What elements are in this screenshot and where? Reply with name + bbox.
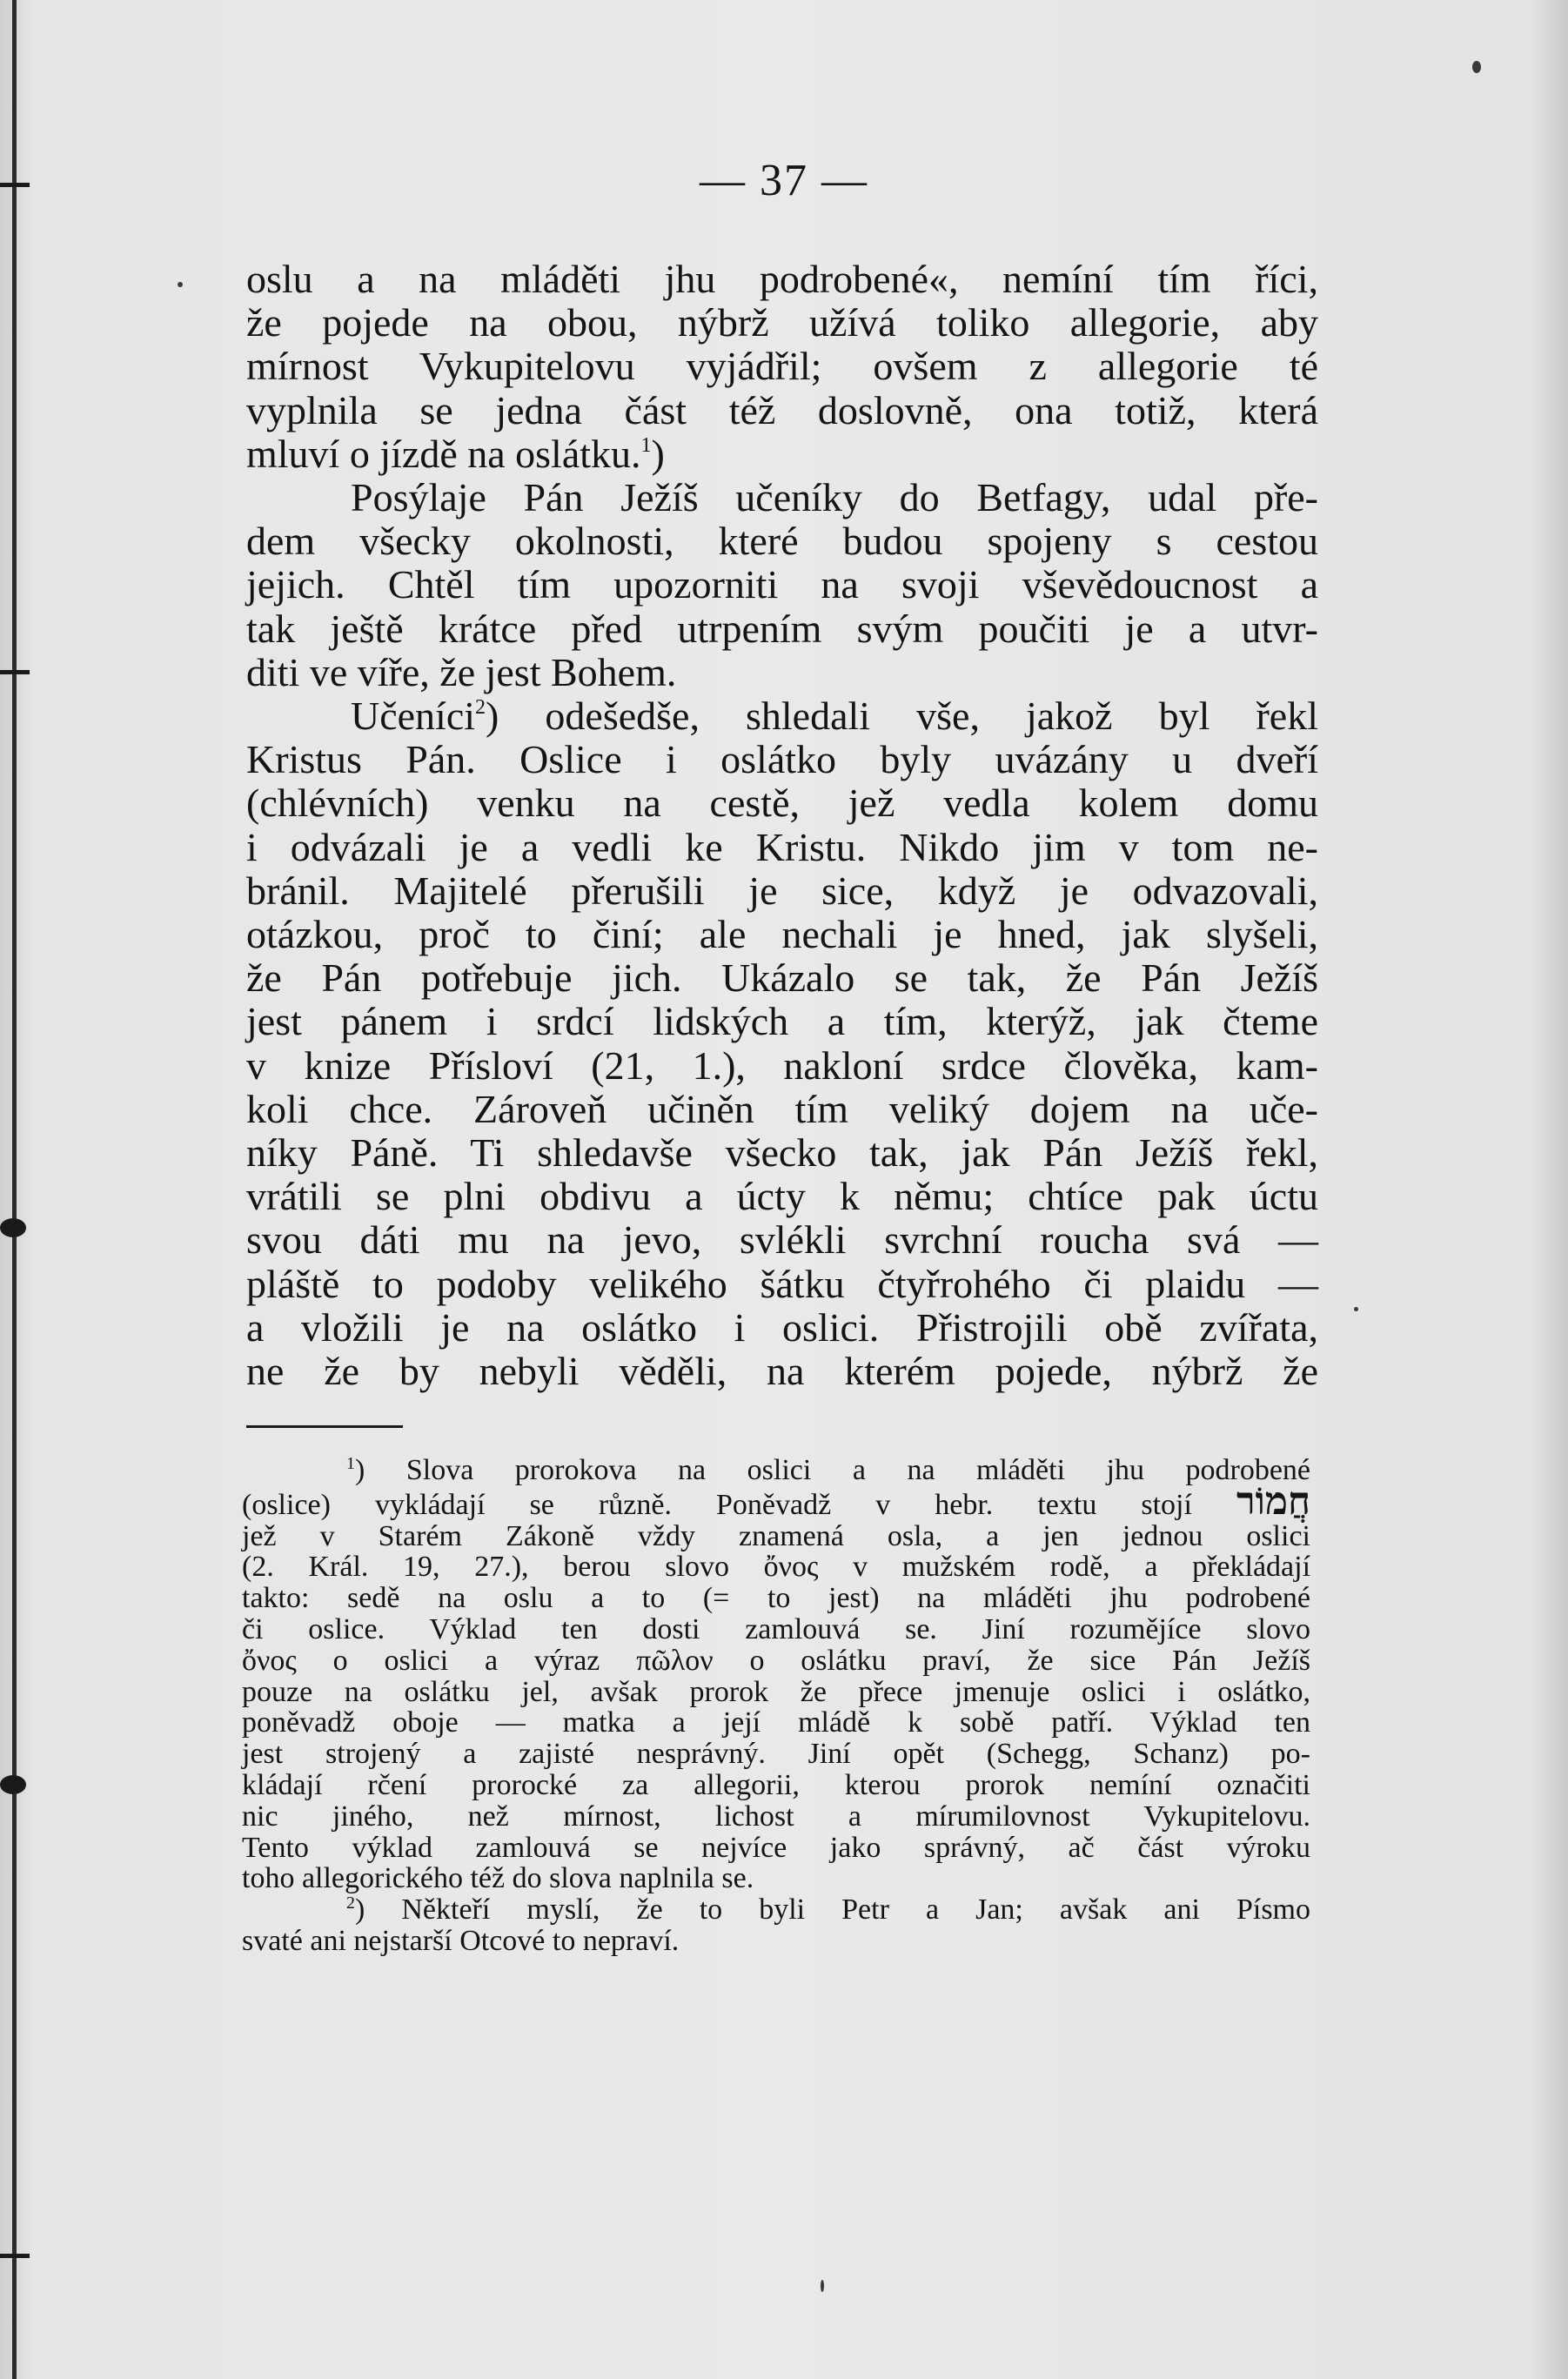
text-line: bránil. Majitelé přerušili je sice, když je odvazovali, — [246, 868, 1318, 913]
text-line: a vložili je na oslátko i oslici. Přistrojili obě zvířata, — [246, 1304, 1318, 1350]
text-line: tak ještě krátce před utrpením svým poučiti je a utvr- — [246, 606, 1318, 651]
text-line: jest pánem i srdcí lidských a tím, kterýž, jak čteme — [246, 999, 1318, 1044]
text-line: ne že by nebyli věděli, na kterém pojede, nýbrž že — [246, 1349, 1318, 1394]
text-line: mírnost Vykupitelovu vyjádřil; ovšem z allegorie té — [246, 344, 1318, 389]
text-line: oslu a na mláděti jhu podrobené«, nemíní tím říci, — [246, 257, 1318, 301]
text-line: diti ve víře, že jest Bohem. — [246, 649, 677, 694]
greek-word: πῶλον — [636, 1644, 714, 1677]
text-line: svou dáti mu na jevo, svlékli svrchní roucha svá — — [246, 1217, 1318, 1263]
edge-mark — [0, 670, 30, 674]
print-speck — [821, 2280, 824, 2292]
text-line: Kristus Pán. Oslice i oslátko byly uvázány u dveří — [246, 737, 1318, 782]
text-line: že pojede na obou, nýbrž užívá toliko allegorie, aby — [246, 300, 1318, 345]
footnote-2-line: svaté ani nejstarší Otcové to nepraví. — [242, 1924, 680, 1957]
text-line: i odvázali je a vedli ke Kristu. Nikdo jim v tom ne- — [246, 824, 1318, 869]
footnote-1-line: takto: sedě na oslu a to (= to jest) na mláděti jhu podrobené — [242, 1582, 1310, 1615]
footnote-1-line: kládají rčení prorocké za allegorii, kterou prorok nemíní označiti — [242, 1768, 1310, 1801]
footnote-1-line: Tento výklad zamlouvá se nejvíce jako správný, ač část výroku — [242, 1831, 1310, 1864]
greek-word: ὄνος — [763, 1551, 819, 1584]
footnote-1-line: či oslice. Výklad ten dosti zamlouvá se. Jiní rozumějíce slovo — [242, 1612, 1310, 1645]
text-line: otázkou, proč to činí; ale nechali je hned, jak slyšeli, — [246, 912, 1318, 957]
text-line: jejich. Chtěl tím upozorniti na svoji vševědoucnost a — [246, 562, 1318, 607]
left-edge-rule — [12, 0, 17, 2379]
text-line: níky Páně. Ti shledavše všecko tak, jak Pán Ježíš řekl, — [246, 1130, 1318, 1176]
footnote-1-line: (oslice) vykládají se různě. Poněvadž v hebr. textu stojí חֲמוֹר — [242, 1479, 1310, 1523]
text-line: vrátili se plni obdivu a úcty k němu; chtíce pak úctu — [246, 1174, 1318, 1219]
text-line: (chlévních) venku na cestě, jež vedla kolem domu — [246, 781, 1318, 826]
footnote-1-line: poněvadž oboje — matka a její mládě k sobě patří. Výklad ten — [242, 1706, 1310, 1739]
print-speck — [1354, 1307, 1358, 1311]
text-line: vyplnila se jedna část též doslovně, ona totiž, která — [246, 387, 1318, 432]
hebrew-word: חֲמוֹר — [1236, 1479, 1310, 1523]
footnote-1-line: jest strojený a zajisté nesprávný. Jiní opět (Schegg, Schanz) po- — [242, 1738, 1310, 1771]
text-line: mluví o jízdě na oslátku.$^1$) — [246, 431, 665, 476]
text-line: Posýlaje Pán Ježíš učeníky do Betfagy, udal pře- — [351, 475, 1318, 520]
footnote-ref-1[interactable]: 1 — [640, 433, 652, 457]
footnote-marker-1: 1 — [346, 1454, 355, 1473]
text-line: v knize Přísloví (21, 1.), nakloní srdce člověka, kam- — [246, 1042, 1318, 1088]
footnote-1-line: nic jiného, než mírnost, lichost a mírumilovnost Vykupitelovu. — [242, 1799, 1310, 1833]
text-line: dem všecky okolnosti, které budou spojeny s cestou — [246, 519, 1318, 564]
text-line: že Pán potřebuje jich. Ukázalo se tak, že Pán Ježíš — [246, 955, 1318, 1001]
edge-blot — [0, 1218, 26, 1237]
text-line: Učeníci$^2$) odešedše, shledali vše, jakož byl řekl — [351, 694, 1318, 739]
text-line: koli chce. Zároveň učiněn tím veliký dojem na uče- — [246, 1086, 1318, 1131]
edge-mark — [0, 2254, 30, 2258]
footnote-1-line: jež v Starém Zákoně vždy znamená osla, a jen jednou oslici — [242, 1519, 1310, 1552]
main-text — [246, 258, 1318, 1393]
footnote-1-line: pouze na oslátku jel, avšak prorok že přece jmenuje oslici i oslátko, — [242, 1675, 1310, 1708]
edge-blot — [0, 1775, 26, 1794]
footnote-1-line: $^1$) Slova prorokova na oslici a na mláděti jhu podrobené — [346, 1454, 1310, 1486]
footnote-2-line: $^2$) Někteří myslí, že to byli Petr a Jan; avšak ani Písmo — [346, 1893, 1310, 1927]
footnote-1-line: ὄνος o oslici a výraz πῶλον o oslátku praví, že sice Pán Ježíš — [242, 1644, 1311, 1677]
print-speck — [178, 282, 183, 287]
greek-word: ὄνος — [242, 1644, 297, 1677]
print-speck — [1472, 61, 1481, 73]
text-line: pláště to podoby velikého šátku čtyřrohého či plaidu — — [246, 1261, 1318, 1306]
footnotes — [242, 1455, 1310, 1957]
footnote-1-line: toho allegorického též do slova naplnila se. — [242, 1862, 754, 1895]
footnote-marker-2: 2 — [346, 1893, 355, 1913]
footnote-1-line: (2. Král. 19, 27.), berou slovo ὄνος v mužském rodě, a překládají — [242, 1551, 1311, 1584]
footnote-separator — [246, 1425, 403, 1428]
page-number: — 37 — — [700, 156, 868, 205]
footnote-ref-2[interactable]: 2 — [475, 696, 486, 720]
